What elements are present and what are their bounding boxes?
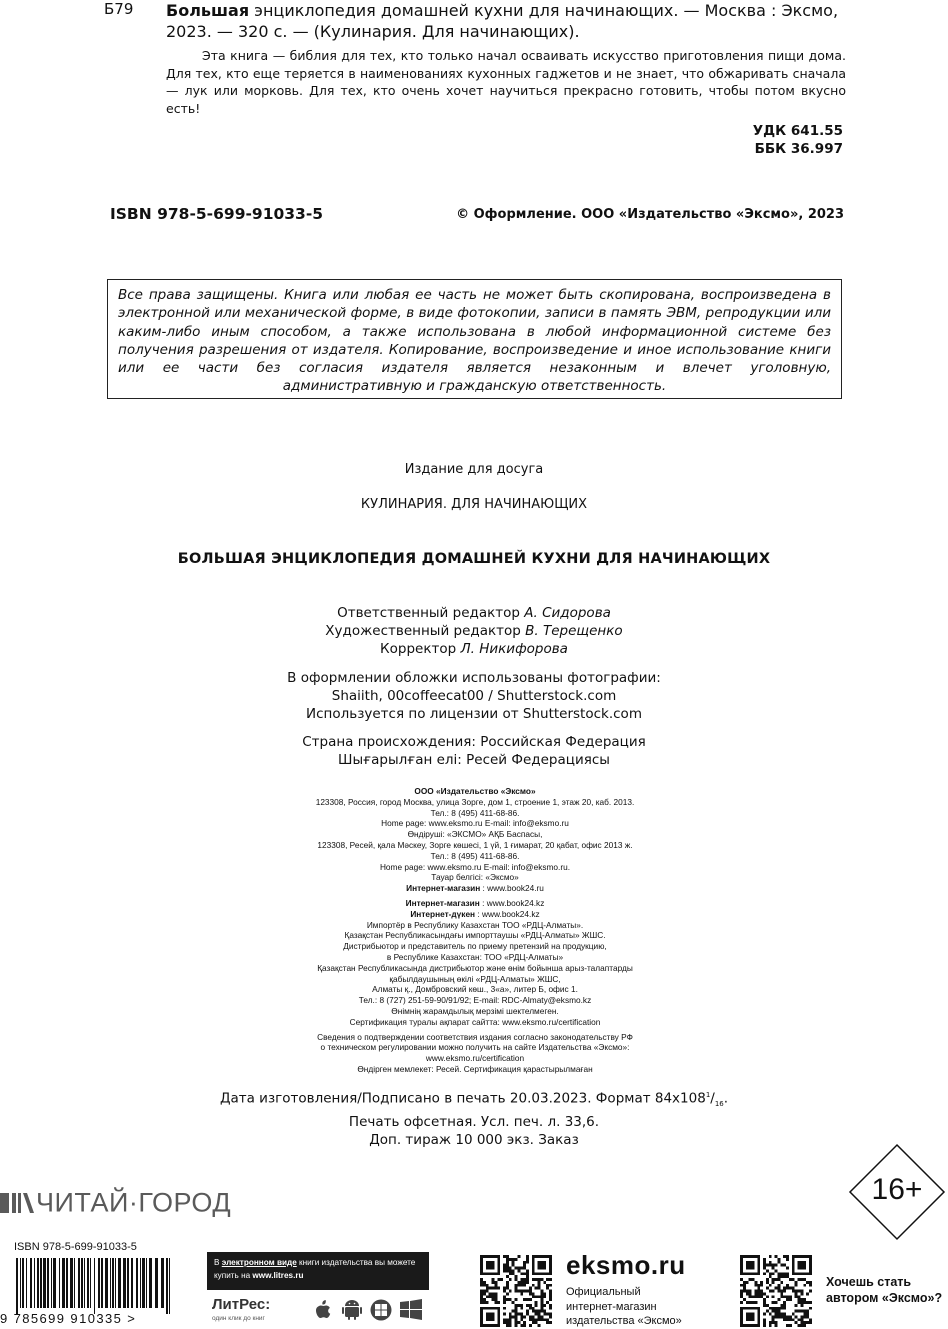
isbn-number: ISBN 978-5-699-91033-5: [110, 205, 324, 223]
eksmo-site-description: [566, 1285, 682, 1329]
publisher-line: Тел.: 8 (495) 411-68-86.: [430, 850, 520, 861]
author-invitation: [826, 1274, 942, 1306]
litres-emphasis: электронном виде: [221, 1258, 297, 1267]
publisher-info: [200, 786, 750, 1075]
bbk-code: ББК 36.997: [754, 141, 843, 157]
chitai-gorod-bars-icon: [0, 1191, 36, 1215]
litres-text: В: [214, 1258, 222, 1267]
litres-text: книги издательства вы можете: [296, 1258, 416, 1267]
litres-url: www.litres.ru: [252, 1271, 304, 1280]
shop-label: Интернет-дүкен: [410, 908, 476, 919]
age-rating-text: 16+: [871, 1173, 923, 1206]
credit-name: В. Терещенко: [525, 623, 623, 639]
importer-line: Қазақстан Республикасында дистрибьютор және өнім бойынша арыз-талаптарды: [317, 962, 633, 973]
credit-role: Корректор: [380, 641, 461, 657]
publisher-line: Home page: www.eksmo.ru E-mail: info@eksmo.ru.: [379, 861, 571, 872]
apple-icon: [316, 1300, 330, 1318]
publisher-line: 123308, Ресей, қала Мәскеу, Зорге көшесі, 1 үй, 1 ғимарат, 20 қабат, офис 2013 ж.: [317, 839, 633, 850]
format-fraction-denominator: 16: [714, 1100, 724, 1109]
importer-line: қабылдаушының өкілі «РДЦ-Алматы» ЖШС,: [389, 973, 561, 984]
cover-photo-credits: [100, 669, 848, 723]
author-qr-code-icon[interactable]: [740, 1255, 812, 1327]
author-invitation-line: автором «Эксмо»?: [826, 1291, 943, 1305]
litres-tagline: один клик до книг: [212, 1315, 265, 1322]
print-format-end: .: [723, 1090, 729, 1107]
annotation: [166, 47, 846, 117]
importer-line: в Республике Казахстан: ТОО «РДЦ-Алматы»: [386, 951, 564, 962]
print-info: [150, 1086, 798, 1149]
credit-line: [100, 604, 848, 622]
barcode-isbn-label: ISBN 978-5-699-91033-5: [14, 1241, 137, 1253]
bibliographic-record: [166, 0, 846, 42]
importer-line: Қазақстан Республикасындағы импорттаушы «РДЦ-Алматы» ЖШС.: [344, 930, 606, 941]
book-title: БОЛЬШАЯ ЭНЦИКЛОПЕДИЯ ДОМАШНЕЙ КУХНИ ДЛЯ НАЧИНАЮЩИХ: [177, 551, 771, 567]
shop-ru: [200, 883, 750, 894]
litres-promo-line: [214, 1256, 422, 1269]
author-invitation-line: Хочешь стать: [826, 1275, 912, 1289]
shop-kz: [200, 898, 750, 909]
publisher-line: 123308, Россия, город Москва, улица Зорге, дом 1, строение 1, этаж 20, каб. 2013.: [315, 796, 635, 807]
importer-line: Тел.: 8 (727) 251-59-90/91/92; E-mail: RDC-Almaty@eksmo.kz: [358, 995, 592, 1006]
importer-line: Алматы қ., Домбровский көш., 3«а», литер Б, офис 1.: [372, 984, 578, 995]
windows-phone-icon: [371, 1300, 392, 1321]
credit-line: [100, 640, 848, 658]
copyright-notice: © Оформление. ООО «Издательство «Эксмо», 2023: [456, 207, 844, 222]
credit-role: Художественный редактор: [325, 623, 526, 639]
eksmo-desc-line: издательства «Эксмо»: [566, 1315, 682, 1327]
barcode-digits: 9 785699 910335 >: [0, 1311, 137, 1326]
print-format-text: Дата изготовления/Подписано в печать 20.03.2023. Формат 84x108: [219, 1090, 706, 1107]
certification-line: Сведения о подтверждении соответствия издания согласно законодательству РФ: [317, 1031, 633, 1042]
origin-line: Шығарылған елі: Ресей Федерациясы: [338, 752, 610, 768]
origin-country: [100, 733, 848, 769]
platform-icons-svg: [314, 1298, 424, 1322]
print-line-run: Доп. тираж 10 000 экз. Заказ: [369, 1132, 579, 1149]
eksmo-site-name[interactable]: eksmo.ru: [566, 1250, 686, 1280]
rights-notice-box: [107, 279, 842, 399]
publisher-name-text: ООО «Издательство «Эксмо»: [414, 786, 536, 796]
importer-line: Сертификация туралы ақпарат сайтта: www.eksmo.ru/certification: [349, 1016, 601, 1027]
bibliographic-code: Б79: [104, 0, 134, 18]
bibliographic-title-rest: энциклопедия домашней кухни для начинающих. — Москва : Эксмо, 2023. — 320 с. — (Кулинария. Для начинающих).: [166, 1, 839, 41]
bibliographic-title-bold: Большая: [166, 1, 250, 20]
annotation-text: Эта книга — библия для тех, кто только начал осваивать искусство приготовления пищи дома. Для тех, кто еще теряется в наименованиях кухонных гаджетов и не знает, что обжаривать сначала — лук или морковь. Для тех, кто очень хочет научиться прекрасно готовить, чтобы потом вкусно есть!: [166, 48, 846, 116]
shop-kz-kk: [200, 909, 750, 920]
shop-label: Интернет-магазин: [405, 897, 480, 908]
platform-icons: [314, 1298, 424, 1326]
credits: [100, 604, 848, 658]
litres-logo: ЛитРес:: [212, 1296, 271, 1313]
windows-icon: [400, 1299, 422, 1320]
age-rating-badge: [848, 1143, 946, 1241]
print-line-sheets: Печать офсетная. Усл. печ. л. 33,6.: [348, 1114, 600, 1131]
importer-line: Импортёр в Республику Казахстан ТОО «РДЦ-Алматы».: [366, 919, 584, 930]
eksmo-desc-line: интернет-магазин: [566, 1300, 657, 1313]
credit-role: Ответственный редактор: [337, 605, 525, 621]
chitai-gorod-logo: [0, 1186, 231, 1218]
origin-line: Страна происхождения: Российская Федерация: [302, 734, 646, 750]
importer-line: Дистрибьютор и представитель по приему претензий на продукцию,: [343, 941, 607, 952]
credit-name: А. Сидорова: [524, 605, 611, 621]
shop-url: : www.book24.ru: [480, 883, 544, 894]
edition-type: Издание для досуга: [404, 462, 544, 477]
cover-photo-line: В оформлении обложки использованы фотографии:: [287, 670, 661, 686]
publisher-line: Тел.: 8 (495) 411-68-86.: [430, 807, 520, 818]
eksmo-qr-code-icon[interactable]: [480, 1255, 552, 1327]
shop-label: Интернет-магазин: [406, 883, 481, 894]
certification-line: Өндірген мемлекет: Ресей. Сертификация қарастырылмаған: [357, 1063, 593, 1074]
shop-url: : www.book24.kz: [475, 908, 540, 919]
litres-promo-box: [207, 1252, 429, 1290]
importer-line: Өнімнің жарамдылық мерзімі шектелмеген.: [391, 1005, 559, 1016]
udk-code: УДК 641.55: [752, 123, 843, 139]
litres-text: купить на: [214, 1271, 253, 1280]
eksmo-desc-line: Официальный: [566, 1286, 641, 1298]
publisher-line: Home page: www.eksmo.ru E-mail: info@eksmo.ru: [381, 818, 569, 829]
cover-photo-line: Shaiith, 00coffeecat00 / Shutterstock.com: [331, 688, 617, 704]
print-line-format: Дата изготовления/Подписано в печать 20.03.2023. Формат $84x108^1/_{16}$.: [219, 1090, 729, 1109]
format-fraction-numerator: 1: [705, 1091, 711, 1099]
rights-notice-text: Все права защищены. Книга или любая ее часть не может быть скопирована, воспроизведена в электронной или механической форме, в виде фотокопии, записи в память ЭВМ, репродукции или каким-либо иным способом, а также использована в любой информационной системе без получения разрешения от издателя. Копирование, воспроизведение и иное использование книги или ее части без согласия издателя является незаконным и влечет уголовную, административную и гражданскую ответственность.: [118, 287, 831, 395]
android-icon: [342, 1300, 362, 1320]
credit-line: [100, 622, 848, 640]
series-name: КУЛИНАРИЯ. ДЛЯ НАЧИНАЮЩИХ: [360, 497, 588, 512]
cover-photo-line: Используется по лицензии от Shutterstock.com: [306, 706, 642, 722]
publisher-line: Өндіруші: «ЭКСМО» АҚБ Баспасы,: [407, 829, 543, 840]
litres-promo-line: [214, 1269, 422, 1282]
credit-name: Л. Никифорова: [460, 641, 568, 657]
publisher-name: [200, 786, 750, 797]
chitai-gorod-text: ЧИТАЙ·ГОРОД: [36, 1187, 232, 1218]
shop-url: : www.book24.kz: [479, 897, 545, 908]
certification-line: о техническом регулировании можно получить на сайте Издательства «Эксмо»:: [320, 1042, 630, 1053]
certification-line: www.eksmo.ru/certification: [425, 1053, 525, 1064]
barcode-icon: [14, 1258, 174, 1314]
publisher-line: Тауар белгісі: «Эксмо»: [431, 872, 519, 883]
classification-block: [700, 122, 843, 158]
